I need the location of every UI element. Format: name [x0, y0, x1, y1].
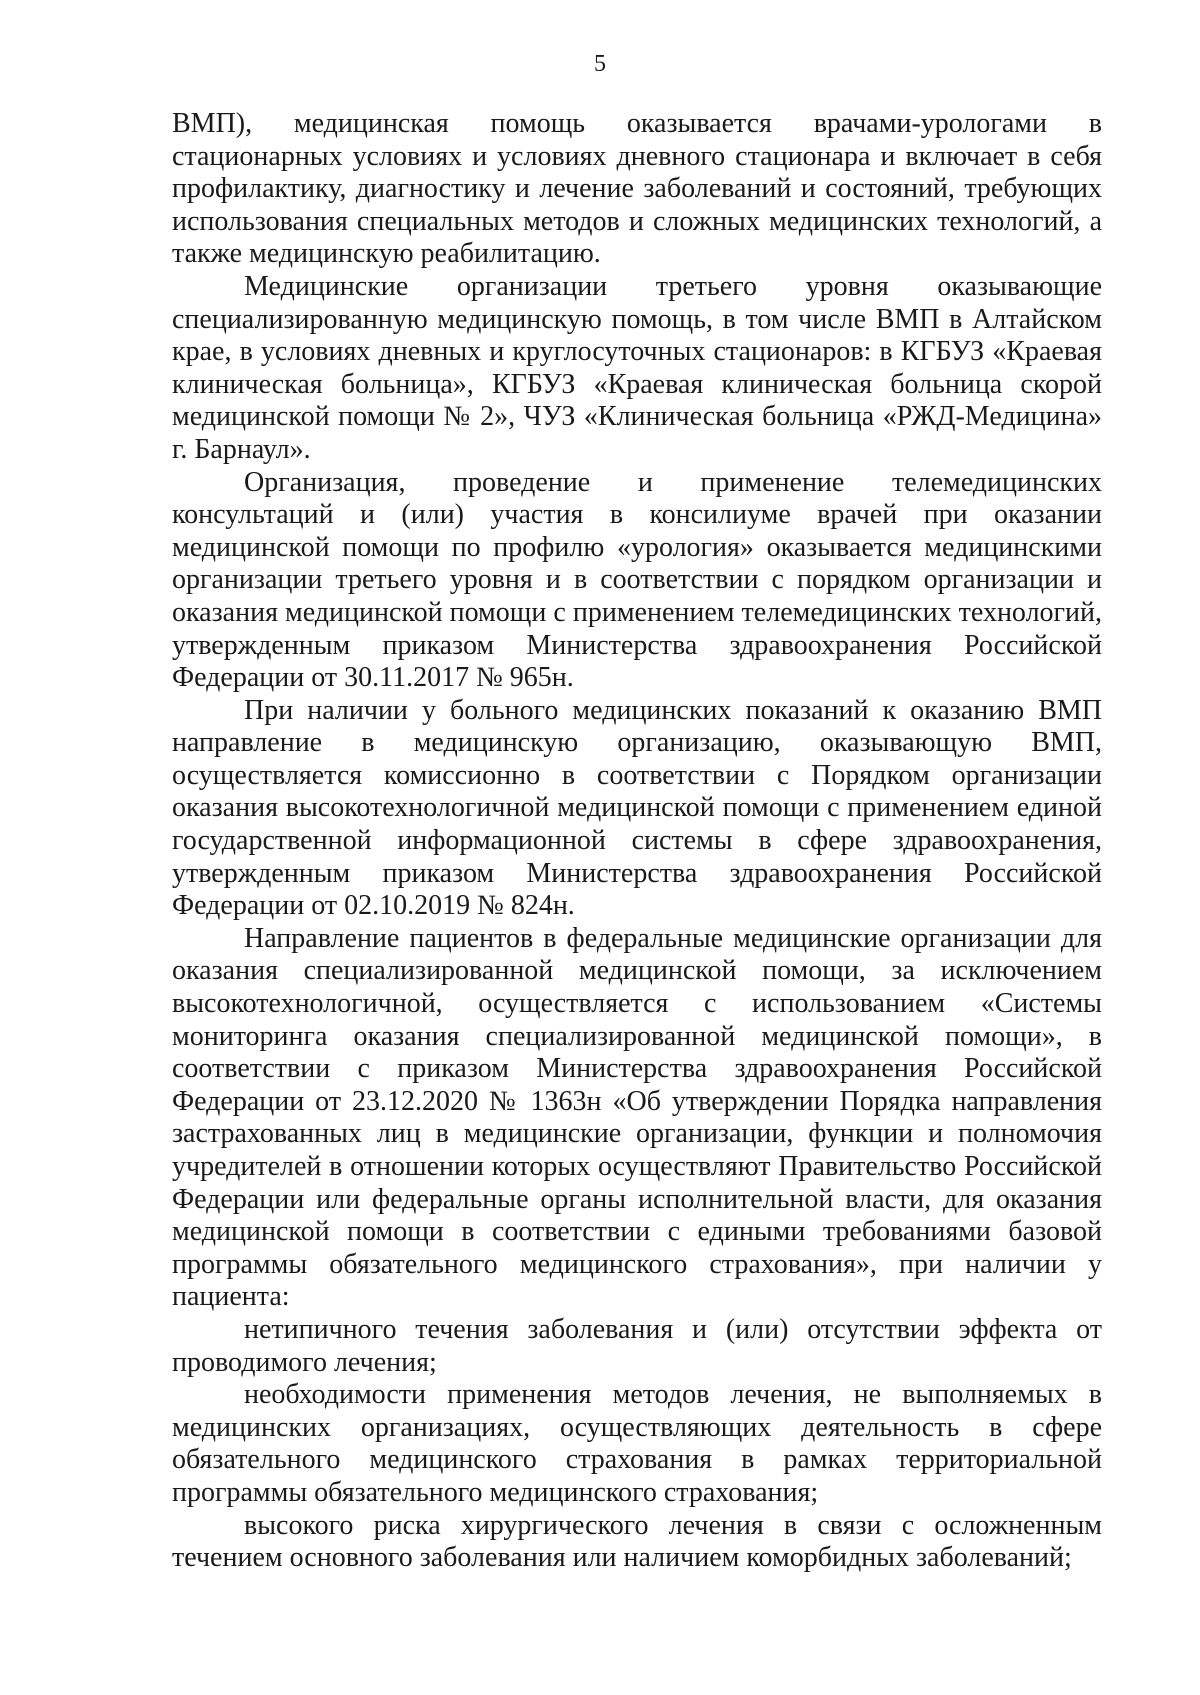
list-item-high-surgical-risk: высокого риска хирургического лечения в связи с осложненным течением основного заболевания или наличием коморбидных заболеваний;	[172, 1509, 1102, 1574]
document-body	[172, 108, 1102, 1575]
paragraph-telemedicine: Организация, проведение и применение телемедицинских консультаций и (или) участия в консилиуме врачей при оказании медицинской помощи по профилю «урология» оказывается медицинскими организации третьего уровня и в соответствии с порядком организации и оказания медицинской помощи с применением телемедицинских технологий, утвержденным приказом Министерства здравоохранения Российской Федерации от 30.11.2017 № 965н.	[172, 466, 1102, 694]
list-item-atypical-course: нетипичного течения заболевания и (или) отсутствии эффекта от проводимого лечения;	[172, 1313, 1102, 1378]
paragraph-federal-referral: Направление пациентов в федеральные медицинские организации для оказания специализированной медицинской помощи, за исключением высокотехнологичной, осуществляется с использованием «Системы мониторинга оказания специализированной медицинской помощи», в соответствии с приказом Министерства здравоохранения Российской Федерации от 23.12.2020 № 1363н «Об утверждении Порядка направления застрахованных лиц в медицинские организации, функции и полномочия учредителей в отношении которых осуществляют Правительство Российской Федерации или федеральные органы исполнительной власти, для оказания медицинской помощи в соответствии с едиными требованиями базовой программы обязательного медицинского страхования», при наличии у пациента:	[172, 922, 1102, 1313]
list-item-methods-not-available: необходимости применения методов лечения, не выполняемых в медицинских организациях, осуществляющих деятельность в сфере обязательного медицинского страхования в рамках территориальной программы обязательного медицинского страхования;	[172, 1379, 1102, 1508]
paragraph-third-level-organizations: Медицинские организации третьего уровня оказывающие специализированную медицинскую помощь, в том числе ВМП в Алтайском крае, в условиях дневных и круглосуточных стационаров: в КГБУЗ «Краевая клиническая больница», КГБУЗ «Краевая клиническая больница скорой медицинской помощи № 2», ЧУЗ «Клиническая больница «РЖД-Медицина» г. Барнаул».	[172, 270, 1102, 465]
paragraph-vmp-referral: При наличии у больного медицинских показаний к оказанию ВМП направление в медицинскую организацию, оказывающую ВМП, осуществляется комиссионно в соответствии с Порядком организации оказания высокотехнологичной медицинской помощи с применением единой государственной информационной системы в сфере здравоохранения, утвержденным приказом Министерства здравоохранения Российской Федерации от 02.10.2019 № 824н.	[172, 694, 1102, 922]
page-number: 5	[594, 51, 606, 77]
paragraph-treatment-scope: ВМП), медицинская помощь оказывается врачами-урологами в стационарных условиях и условиях дневного стационара и включает в себя профилактику, диагностику и лечение заболеваний и состояний, требующих использования специальных методов и сложных медицинских технологий, а также медицинскую реабилитацию.	[172, 108, 1102, 270]
